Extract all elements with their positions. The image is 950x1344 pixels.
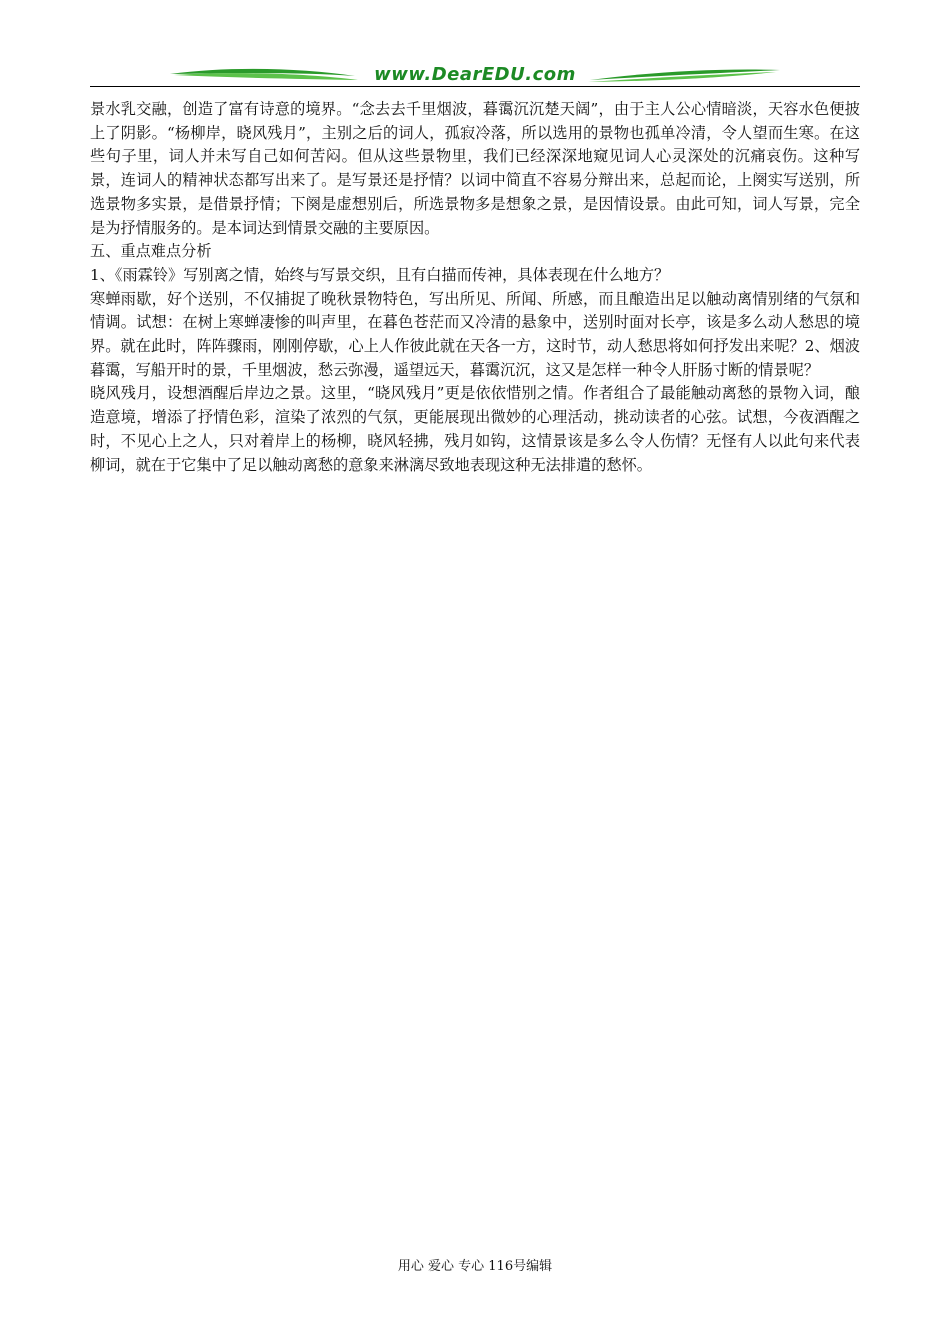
page-footer: 用心 爱心 专心 116号编辑 <box>397 1259 553 1274</box>
document-body <box>90 98 860 477</box>
paragraph-answer-1: 寒蝉雨歇，好个送别，不仅捕捉了晚秋景物特色，写出所见、所闻、所感，而且酿造出足以触动离情别绪的气氛和情调。试想：在树上寒蝉凄惨的叫声里，在暮色苍茫而又冷清的悬象中，送别时面对长亭，该是多么动人愁思的境界。就在此时，阵阵骤雨，刚刚停歇，心上人作彼此就在天各一方，这时节，动人愁思将如何抒发出来呢？2、烟波暮霭，写船开时的景，千里烟波，愁云弥漫，遥望远天，暮霭沉沉，这又是怎样一种令人肝肠寸断的情景呢？ <box>90 289 860 379</box>
question-1: 1、《雨霖铃》写别离之情，始终与写景交织，且有白描而传神，具体表现在什么地方？ <box>90 265 670 284</box>
section-heading: 五、重点难点分析 <box>90 242 212 261</box>
header-rule <box>90 86 860 87</box>
paragraph-continuation: 景水乳交融，创造了富有诗意的境界。“念去去千里烟波，暮霭沉沉楚天阔”，由于主人公心情暗淡，天容水色便披上了阴影。“杨柳岸，晓风残月”，主别之后的词人，孤寂冷落，所以选用的景物也孤单冷清，令人望而生寒。在这些句子里，词人并未写自己如何苦闷。但从这些景物里，我们已经深深地窥见词人心灵深处的沉痛哀伤。这种写景，连词人的精神状态都写出来了。是写景还是抒情？以词中简直不容易分辩出来，总起而论，上阕实写送别，所选景物多实景，是借景抒情；下阕是虚想别后，所选景物多是想象之景，是因情设景。由此可知，词人写景，完全是为抒情服务的。是本词达到情景交融的主要原因。 <box>90 100 860 237</box>
page-header <box>90 60 860 92</box>
site-brand: www.DearEDU.com <box>374 64 576 85</box>
paragraph-answer-2: 晓风残月，设想酒醒后岸边之景。这里，“晓风残月”更是依依惜别之情。作者组合了最能触动离愁的景物入词，酿造意境，增添了抒情色彩，渲染了浓烈的气氛，更能展现出微妙的心理活动，挑动读者的心弦。试想，今夜酒醒之时，不见心上之人，只对着岸上的杨柳，晓风轻拂，残月如钩，这情景该是多么令人伤情？无怪有人以此句来代表柳词，就在于它集中了足以触动离愁的意象来淋漓尽致地表现这种无法排遣的愁怀。 <box>90 384 860 474</box>
